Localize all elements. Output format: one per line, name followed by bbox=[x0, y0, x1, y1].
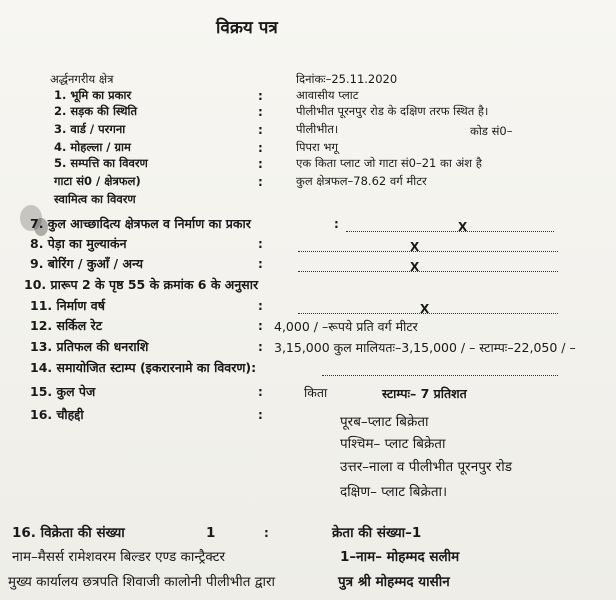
field-colon: : bbox=[334, 217, 339, 231]
area-type: अर्द्धनगरीय क्षेत्र bbox=[50, 72, 114, 86]
field-value: एक किता प्लाट जो गाटा सं0–21 का अंश है bbox=[296, 156, 482, 170]
field-value: कुल क्षेत्रफल–78.62 वर्ग मीटर bbox=[296, 174, 427, 188]
field-label: 10. प्रारूप 2 के पृष्ठ 55 के क्रमांक 6 के अनुसार bbox=[24, 277, 259, 292]
field-colon: : bbox=[258, 385, 263, 399]
field-value: पीलीभीत। bbox=[296, 122, 339, 136]
blank-line bbox=[298, 251, 558, 252]
field-colon: : bbox=[258, 175, 263, 189]
field-colon: : bbox=[258, 319, 263, 333]
boundary-north: उत्तर–नाला व पीलीभीत पूरनपुर रोड bbox=[340, 459, 512, 475]
field-value: आवासीय प्लाट bbox=[296, 88, 359, 102]
field-colon: : bbox=[258, 299, 263, 313]
field-label: स्वामित्व का विवरण bbox=[54, 192, 136, 206]
blank-line bbox=[322, 375, 558, 376]
field-label: 14. समायोजित स्टाम्प (इकरारनामे का विवरण): bbox=[30, 360, 257, 375]
field-value: 3,15,000 कुल मालियतः–3,15,000 / – स्टाम्पः–22,050 / – bbox=[274, 340, 576, 355]
field-label: 13. प्रतिफल की धनराशि bbox=[30, 339, 149, 354]
blank-line bbox=[346, 231, 554, 232]
field-colon: : bbox=[258, 157, 263, 171]
field-label: 15. कुल पेज bbox=[30, 384, 96, 399]
field-label: 4. मोहल्ला / ग्राम bbox=[54, 140, 131, 154]
field-label: 5. सम्पत्ति का विवरण bbox=[54, 156, 148, 170]
field-colon: : bbox=[258, 141, 263, 155]
field-label: 9. बोरिंग / कुआँ / अन्य bbox=[30, 256, 143, 271]
field-label: 3. वार्ड / परगना bbox=[54, 122, 126, 136]
field-value: किता bbox=[304, 385, 328, 400]
seller-count-label: 16. विक्रेता की संख्या bbox=[12, 525, 125, 541]
field-value: पिपरा भगू bbox=[296, 140, 338, 154]
blank-mark: X bbox=[410, 240, 420, 254]
field-colon: : bbox=[258, 123, 263, 137]
blank-mark: X bbox=[420, 302, 430, 316]
field-value: 4,000 / –रूपये प्रति वर्ग मीटर bbox=[274, 319, 418, 334]
field-label: 7. कुल आच्छादित्य क्षेत्रफल व निर्माण का प्रकार bbox=[30, 216, 251, 231]
field-colon: : bbox=[258, 340, 263, 354]
code-number: कोड सं0– bbox=[470, 124, 513, 138]
blank-line bbox=[298, 271, 558, 272]
boundary-east: पूरब–प्लाट बिक्रेता bbox=[340, 414, 429, 430]
field-colon: : bbox=[258, 408, 263, 422]
field-colon: : bbox=[258, 105, 263, 119]
field-label: 11. निर्माण वर्ष bbox=[30, 298, 105, 313]
field-colon: : bbox=[258, 257, 263, 271]
field-label: 1. भूमि का प्रकार bbox=[54, 88, 132, 102]
stamp-rate: स्टाम्पः– 7 प्रतिशत bbox=[382, 386, 467, 401]
seller-office: मुख्य कार्यालय छत्रपति शिवाजी कालोनी पीलीभीत द्वारा bbox=[8, 574, 275, 590]
field-colon: : bbox=[258, 237, 263, 251]
blank-mark: X bbox=[410, 260, 420, 274]
field-colon: : bbox=[258, 89, 263, 103]
field-colon: : bbox=[264, 526, 269, 540]
buyer-name: 1–नाम– मोहम्मद सलीम bbox=[340, 549, 460, 565]
field-label: 8. पेड़ा का मुल्याकंन bbox=[30, 236, 127, 251]
boundary-south: दक्षिण– प्लाट बिक्रेता। bbox=[340, 484, 448, 500]
seller-count: 1 bbox=[206, 525, 216, 541]
document-date: दिनांकः–25.11.2020 bbox=[296, 72, 398, 86]
field-label: 16. चौहद्दी bbox=[30, 407, 84, 422]
field-label: 12. सर्किल रेट bbox=[30, 318, 103, 333]
buyer-count-label: क्रेता की संख्या–1 bbox=[332, 525, 422, 541]
field-label: 2. सड़क की स्थिति bbox=[54, 104, 138, 118]
document-title: विक्रय पत्र bbox=[216, 18, 278, 38]
blank-mark: X bbox=[458, 220, 468, 234]
field-label: गाटा सं0 / क्षेत्रफल) bbox=[54, 174, 141, 188]
buyer-father: पुत्र श्री मोहम्मद यासीन bbox=[338, 574, 450, 590]
boundary-west: पश्चिम– प्लाट बिक्रेता bbox=[340, 436, 446, 452]
seller-name: नाम–मैसर्स रामेशवरम बिल्डर एण्ड कान्ट्रैक्टर bbox=[12, 549, 226, 565]
field-value: पीलीभीत पूरनपुर रोड के दक्षिण तरफ स्थित है। bbox=[296, 104, 489, 118]
